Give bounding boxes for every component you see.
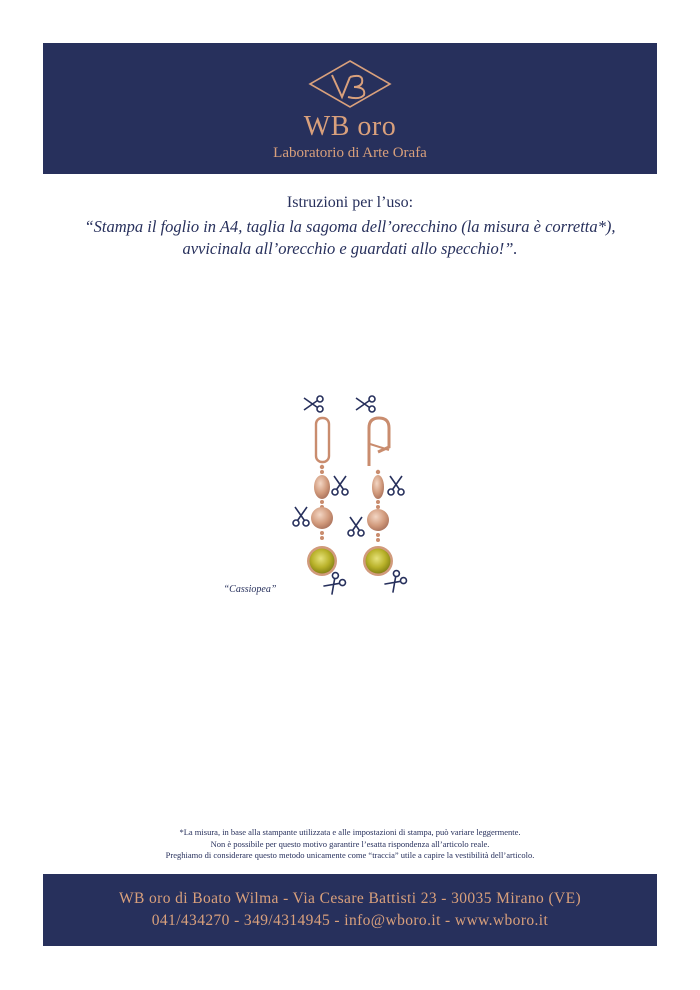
- disclaimer-note: [0, 827, 700, 862]
- scissors-icon: [348, 517, 364, 536]
- disclaimer-line-2: Non è possibile per questo motivo garantire l’esatta rispondenza all’articolo reale.: [210, 838, 490, 849]
- scissors-icon: [304, 396, 323, 412]
- disclaimer-line-1: *La misura, in base alla stampante utilizzata e alle impostazioni di stampa, può variare leggermente.: [179, 827, 521, 837]
- instructions-line-1: “Stampa il foglio in A4, taglia la sagoma dell’orecchino (la misura è corretta*),: [84, 217, 616, 236]
- instructions-line-2: avvicinala all’orecchio e guardati allo specchio!”.: [182, 239, 518, 258]
- footer-address: WB oro di Boato Wilma - Via Cesare Battisti 23 - 30035 Mirano (VE): [118, 890, 582, 907]
- footer-contacts: 041/434270 - 349/4314945 - info@wboro.it - www.wboro.it: [151, 912, 549, 929]
- scissors-icon: [356, 396, 375, 412]
- scissors-icon: [293, 507, 309, 526]
- disclaimer-line-3: Preghiamo di considerare questo metodo unicamente come “traccia” utile a capire la vestibilità dell’articolo.: [165, 850, 535, 860]
- earring-right-side-view: [363, 418, 393, 576]
- footer-banner: [43, 874, 657, 946]
- brand-tagline: Laboratorio di Arte Orafa: [273, 145, 427, 161]
- brand-name: WB oro: [303, 111, 397, 142]
- instructions-title: Istruzioni per l’uso:: [286, 194, 414, 211]
- earring-left-front-view: [307, 418, 337, 576]
- scissors-icon: [388, 476, 404, 495]
- scissors-icon: [332, 476, 348, 495]
- product-name: “Cassiopea”: [223, 584, 277, 595]
